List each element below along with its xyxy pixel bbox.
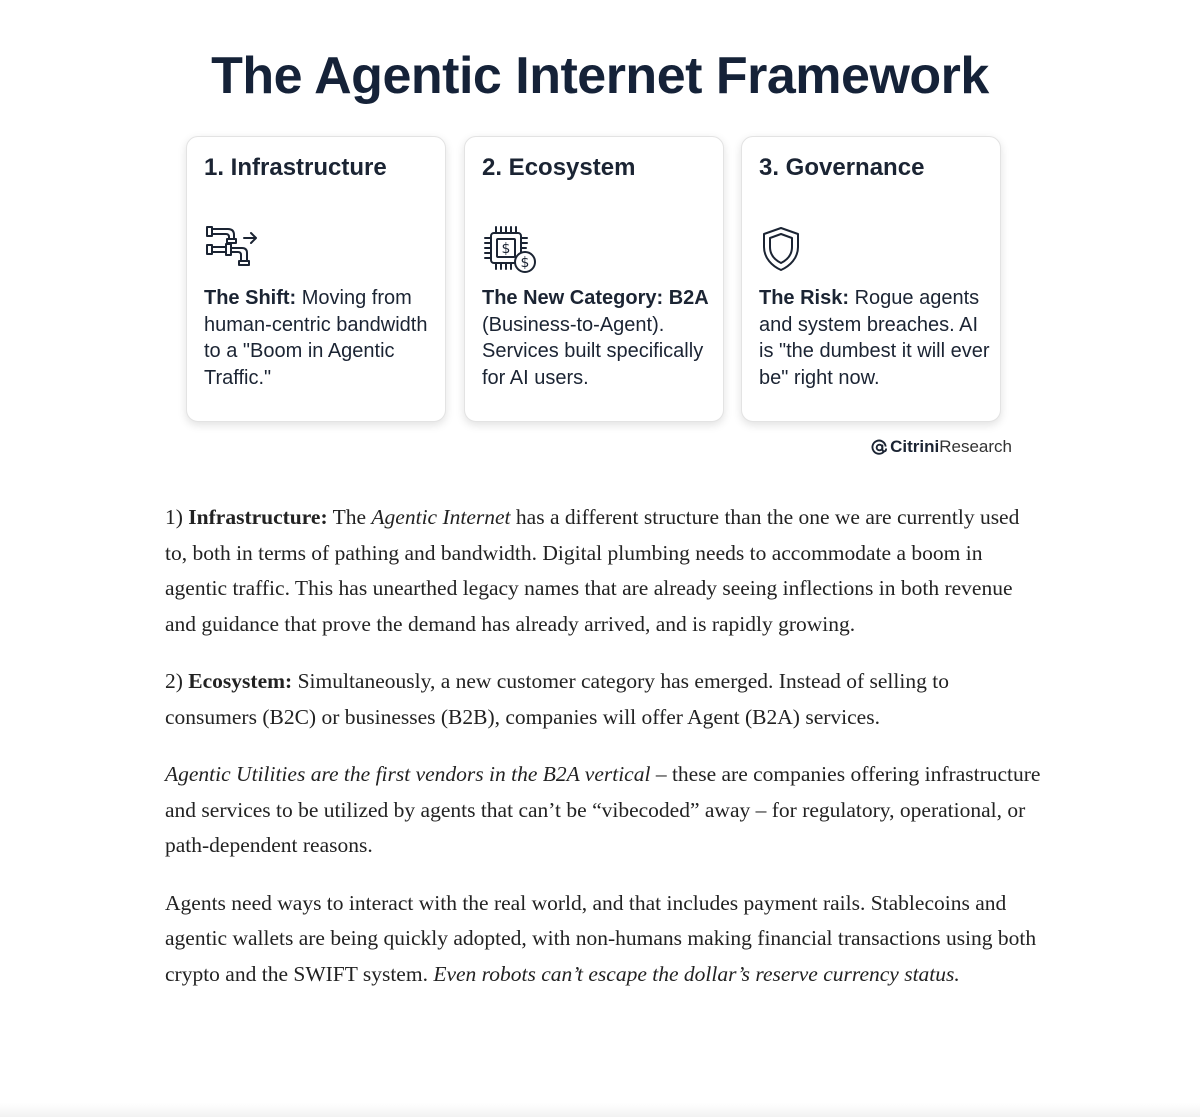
svg-text:$: $: [520, 255, 530, 271]
card-heading: 2. Ecosystem: [482, 154, 636, 181]
paragraph-payment-rails: Agents need ways to interact with the real world, and that includes payment rails. Stablecoins and agentic wallets are being quickly adopted, with non-humans making financial transactions using both crypto and the SWIFT system. Even robots can’t escape the dollar’s reserve currency status.: [165, 890, 1037, 986]
card-text: The New Category: B2A (Business-to-Agent). Services built specifically for AI users.: [482, 287, 709, 389]
chip-dollar-icon: [482, 225, 538, 280]
citrini-research-logo: Citrini Research: [871, 437, 1012, 457]
framework-figure: [0, 0, 1200, 480]
card-text: The Risk: Rogue agents and system breaches. AI is "the dumbest it will ever be" right now.: [759, 287, 990, 389]
bottom-fade: [0, 1103, 1200, 1117]
paragraph-infrastructure: 1) Infrastructure: The Agentic Internet has a different structure than the one we are currently used to, both in terms of pathing and bandwidth. Digital plumbing needs to accommodate a boom in agentic traffic. This has unearthed legacy names that are already seeing inflections in both revenue and guidance that prove the demand has already arrived, and is rapidly growing.: [165, 505, 1020, 636]
paragraph-ecosystem: 2) Ecosystem: Simultaneously, a new customer category has emerged. Instead of selling to consumers (B2C) or businesses (B2B), companies will offer Agent (B2A) services.: [165, 669, 949, 729]
card-heading: 1. Infrastructure: [204, 154, 387, 181]
card-infrastructure: [186, 136, 446, 422]
figure-title: The Agentic Internet Framework: [211, 47, 989, 105]
article-body: [165, 500, 1045, 1014]
paragraph-agentic-utilities: Agentic Utilities are the first vendors in the B2A vertical – these are companies offering infrastructure and services to be utilized by agents that can’t be “vibecoded” away – for regulatory, operational, or path-dependent reasons.: [165, 762, 1041, 857]
at-sign-icon: [871, 439, 888, 456]
card-heading: 3. Governance: [759, 154, 925, 181]
shield-icon: [759, 225, 803, 278]
pipes-arrow-icon: [204, 225, 260, 276]
svg-text:$: $: [501, 241, 511, 257]
card-ecosystem: [464, 136, 724, 422]
card-text: The Shift: Moving from human-centric bandwidth to a "Boom in Agentic Traffic.": [204, 287, 428, 389]
card-governance: [741, 136, 1001, 422]
